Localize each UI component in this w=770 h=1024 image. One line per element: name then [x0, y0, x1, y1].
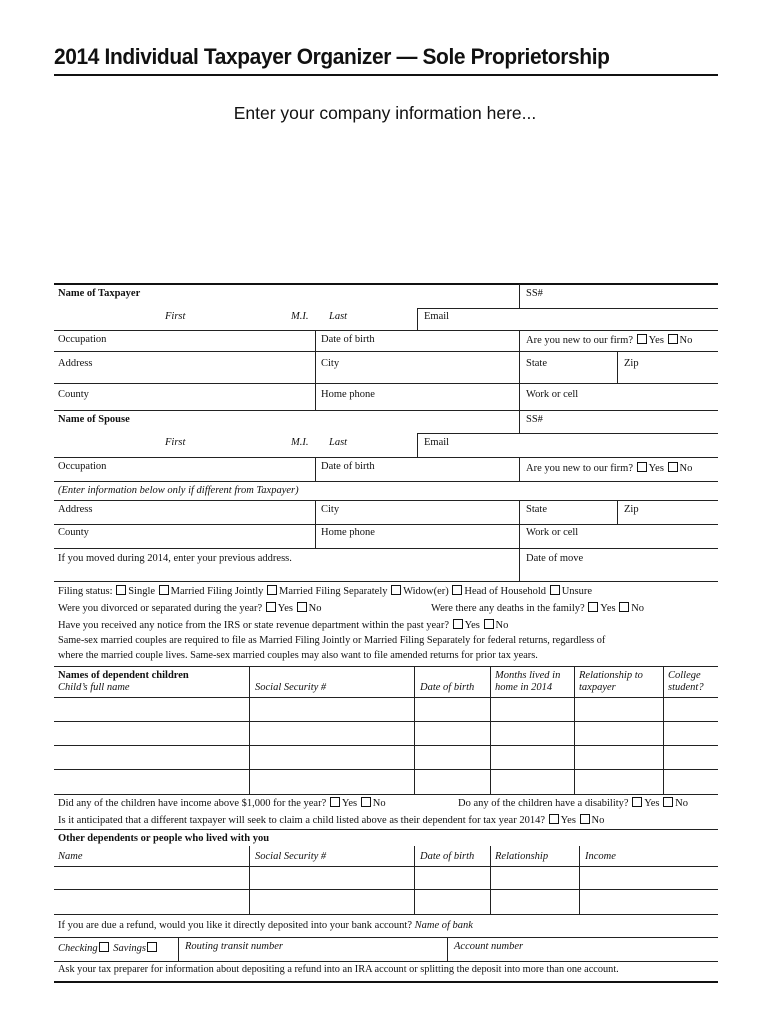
divider	[249, 846, 250, 914]
child-income-row	[58, 797, 386, 809]
checkbox-single[interactable]	[116, 585, 126, 595]
same-sex-note-line2: where the married couple lives. Same-sex married couples may also want to file amended returns for prior tax years.	[58, 650, 538, 661]
spouse-zip-label: Zip	[624, 504, 639, 515]
checkbox-no[interactable]	[668, 334, 678, 344]
relationship-line1: Relationship to	[579, 670, 643, 681]
dependents-col-ssn: Social Security #	[255, 682, 327, 693]
months-line2: home in 2014	[495, 682, 553, 693]
claim-child-row	[58, 814, 604, 826]
divider	[447, 937, 448, 961]
others-col-ssn: Social Security #	[255, 851, 327, 862]
checkbox-savings[interactable]	[147, 942, 157, 952]
divorced-question-row	[58, 602, 321, 614]
spouse-city-label: City	[321, 504, 340, 515]
divider	[519, 284, 520, 308]
divider	[417, 433, 718, 434]
routing-number-label: Routing transit number	[185, 941, 284, 952]
dependents-col-name: Child’s full name	[58, 682, 130, 693]
taxpayer-last-label: Last	[329, 311, 348, 322]
irs-notice-question: Have you received any notice from the IRS or state revenue department within the past year?	[58, 620, 449, 631]
divider	[519, 457, 520, 481]
divider	[54, 330, 718, 331]
months-line1: Months lived in	[495, 670, 561, 681]
option-unsure: Unsure	[561, 586, 593, 597]
spouse-county-label: County	[58, 527, 89, 538]
checkbox-unsure[interactable]	[550, 585, 560, 595]
college-line2: student?	[668, 682, 704, 693]
no-label: No	[631, 603, 645, 614]
dependents-col-dob: Date of birth	[420, 682, 475, 693]
table-row-line	[54, 794, 718, 795]
taxpayer-city-label: City	[321, 358, 340, 369]
checkbox-yes[interactable]	[549, 814, 559, 824]
divider	[519, 410, 520, 433]
yes-label: Yes	[341, 798, 358, 809]
checkbox-yes[interactable]	[266, 602, 276, 612]
spouse-occupation-label: Occupation	[58, 461, 107, 472]
spouse-name-label: Name of Spouse	[58, 414, 130, 425]
divider	[617, 500, 618, 524]
divider	[417, 433, 418, 457]
divider	[54, 500, 718, 501]
taxpayer-ss-label: SS#	[526, 288, 543, 299]
bank-name-label: Name of bank	[414, 920, 473, 931]
dependents-title: Names of dependent children	[58, 670, 189, 681]
checkbox-no[interactable]	[619, 602, 629, 612]
divider	[54, 524, 718, 525]
company-info-field[interactable]: Enter your company information here...	[233, 103, 537, 123]
checkbox-no[interactable]	[484, 619, 494, 629]
taxpayer-dob-label: Date of birth	[321, 334, 375, 345]
others-col-relationship: Relationship	[495, 851, 549, 862]
divider	[54, 829, 718, 830]
divider	[249, 666, 250, 794]
taxpayer-new-to-firm	[526, 334, 692, 346]
taxpayer-email-label: Email	[424, 311, 450, 322]
spouse-first-label: First	[165, 437, 186, 448]
checkbox-yes[interactable]	[637, 462, 647, 472]
dependents-col-college	[668, 670, 704, 694]
yes-label: Yes	[648, 463, 664, 474]
taxpayer-home-phone-label: Home phone	[321, 389, 375, 400]
divider	[54, 548, 718, 549]
filing-status-label: Filing status:	[58, 586, 113, 597]
irs-notice-row	[58, 619, 508, 631]
divider	[519, 500, 520, 581]
yes-label: Yes	[600, 603, 616, 614]
checkbox-no[interactable]	[668, 462, 678, 472]
taxpayer-occupation-label: Occupation	[58, 334, 107, 345]
new-to-firm-question: Are you new to our firm?	[526, 335, 634, 346]
checkbox-no[interactable]	[580, 814, 590, 824]
refund-row	[58, 920, 473, 931]
option-mfs: Married Filing Separately	[279, 586, 388, 597]
divider	[54, 981, 718, 983]
spouse-address-label: Address	[58, 504, 93, 515]
spouse-state-label: State	[526, 504, 547, 515]
divider	[417, 308, 718, 309]
no-label: No	[591, 815, 605, 826]
others-col-dob: Date of birth	[420, 851, 475, 862]
spouse-ss-label: SS#	[526, 414, 543, 425]
others-col-income: Income	[585, 851, 616, 862]
child-disability-question: Do any of the children have a disability?	[458, 798, 629, 809]
divider	[579, 846, 580, 914]
spouse-work-cell-label: Work or cell	[526, 527, 579, 538]
divider	[414, 846, 415, 914]
table-row-line	[54, 914, 718, 915]
option-single: Single	[128, 586, 156, 597]
taxpayer-first-label: First	[165, 311, 186, 322]
account-number-label: Account number	[454, 941, 524, 952]
option-widower: Widow(er)	[403, 586, 449, 597]
taxpayer-zip-label: Zip	[624, 358, 639, 369]
divider	[315, 330, 316, 410]
checkbox-no[interactable]	[361, 797, 371, 807]
checking-label: Checking	[58, 943, 98, 954]
yes-label: Yes	[464, 620, 480, 631]
no-label: No	[495, 620, 509, 631]
divider	[54, 410, 718, 411]
form-title: 2014 Individual Taxpayer Organizer — Sole Proprietorship	[54, 44, 610, 69]
no-label: No	[679, 463, 693, 474]
checkbox-hoh[interactable]	[452, 585, 462, 595]
yes-label: Yes	[277, 603, 294, 614]
taxpayer-address-label: Address	[58, 358, 93, 369]
others-col-name: Name	[58, 851, 83, 862]
divider	[54, 457, 718, 458]
child-disability-row	[458, 797, 688, 809]
divider	[178, 937, 179, 961]
dependents-col-relationship	[579, 670, 643, 694]
checkbox-checking[interactable]	[99, 942, 109, 952]
divider	[417, 308, 418, 330]
spouse-last-label: Last	[329, 437, 348, 448]
divider	[663, 666, 664, 794]
others-title: Other dependents or people who lived with you	[58, 833, 270, 844]
refund-question: If you are due a refund, would you like it directly deposited into your bank account?	[58, 920, 412, 931]
table-row-line	[54, 889, 718, 890]
taxpayer-county-label: County	[58, 389, 89, 400]
child-income-question: Did any of the children have income above $1,000 for the year?	[58, 798, 327, 809]
table-row-line	[54, 745, 718, 746]
table-row-line	[54, 721, 718, 722]
deaths-question-row	[431, 602, 644, 614]
yes-label: Yes	[648, 335, 664, 346]
date-of-move-label: Date of move	[526, 553, 584, 564]
divider	[414, 666, 415, 794]
checkbox-yes[interactable]	[588, 602, 598, 612]
divider	[490, 666, 491, 794]
divider	[54, 581, 718, 582]
spouse-mi-label: M.I.	[291, 437, 309, 448]
divider	[54, 283, 718, 285]
divider	[54, 351, 718, 352]
title-divider	[54, 74, 718, 76]
filing-status-row	[58, 585, 592, 597]
checkbox-mfs[interactable]	[267, 585, 277, 595]
yes-label: Yes	[560, 815, 576, 826]
divider	[54, 961, 718, 962]
spouse-note: (Enter information below only if different from Taxpayer)	[58, 485, 299, 496]
divider	[574, 666, 575, 794]
dependents-col-months	[495, 670, 560, 694]
taxpayer-state-label: State	[526, 358, 547, 369]
spouse-home-phone-label: Home phone	[321, 527, 375, 538]
no-label: No	[372, 798, 386, 809]
ira-note: Ask your tax preparer for information about depositing a refund into an IRA account or splitting the deposit into more than one account.	[58, 964, 619, 975]
relationship-line2: taxpayer	[579, 682, 616, 693]
same-sex-note-line1: Same-sex married couples are required to file as Married Filing Jointly or Married Filing Separately for federal returns, regardless of	[58, 635, 606, 646]
checkbox-yes[interactable]	[453, 619, 463, 629]
divider	[617, 351, 618, 383]
no-label: No	[675, 798, 688, 809]
option-hoh: Head of Household	[464, 586, 547, 597]
checkbox-widower[interactable]	[391, 585, 401, 595]
no-label: No	[679, 335, 693, 346]
checkbox-yes[interactable]	[637, 334, 647, 344]
checkbox-mfj[interactable]	[159, 585, 169, 595]
divider	[490, 846, 491, 914]
divider	[54, 383, 718, 384]
claim-child-question: Is it anticipated that a different taxpayer will seek to claim a child listed above as their dependent for tax year 2014?	[58, 815, 545, 826]
checkbox-no[interactable]	[297, 602, 307, 612]
divorced-question: Were you divorced or separated during the year?	[58, 603, 263, 614]
option-mfj: Married Filing Jointly	[170, 586, 264, 597]
divider	[54, 937, 718, 938]
savings-label: Savings	[113, 943, 146, 954]
taxpayer-name-label: Name of Taxpayer	[58, 288, 141, 299]
checkbox-yes[interactable]	[632, 797, 642, 807]
taxpayer-work-cell-label: Work or cell	[526, 389, 579, 400]
account-type-row	[58, 942, 159, 954]
spouse-new-to-firm	[526, 462, 692, 474]
spouse-email-label: Email	[424, 437, 450, 448]
divider	[519, 330, 520, 410]
divider	[315, 457, 316, 481]
table-row-line	[54, 866, 718, 867]
no-label: No	[308, 603, 322, 614]
previous-address-label: If you moved during 2014, enter your previous address.	[58, 553, 292, 564]
deaths-question: Were there any deaths in the family?	[431, 603, 585, 614]
checkbox-yes[interactable]	[330, 797, 340, 807]
taxpayer-mi-label: M.I.	[291, 311, 309, 322]
divider	[54, 666, 718, 667]
yes-label: Yes	[644, 798, 660, 809]
college-line1: College	[668, 670, 701, 681]
table-row-line	[54, 769, 718, 770]
spouse-dob-label: Date of birth	[321, 461, 375, 472]
new-to-firm-question: Are you new to our firm?	[526, 463, 634, 474]
table-row-line	[54, 697, 718, 698]
checkbox-no[interactable]	[663, 797, 673, 807]
divider	[54, 481, 718, 482]
